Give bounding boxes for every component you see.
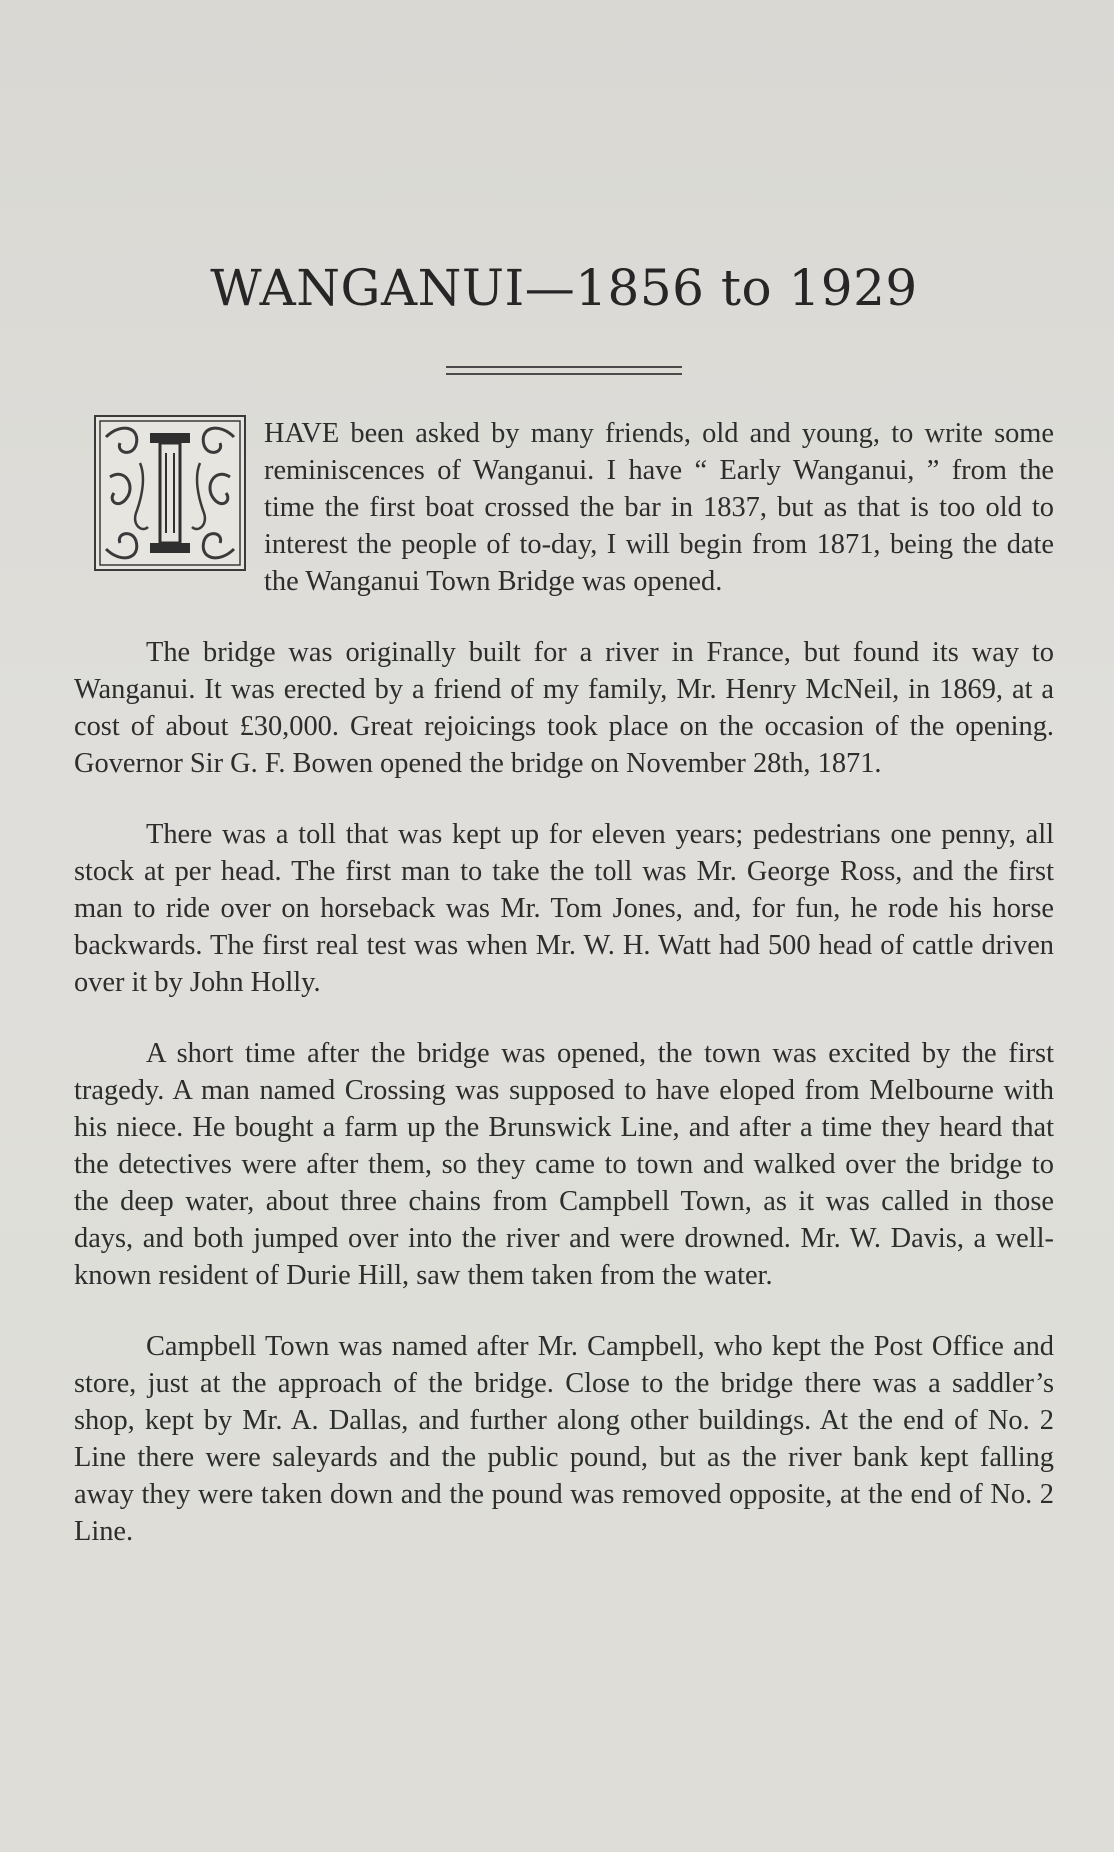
page-content bbox=[74, 258, 1054, 1584]
title-double-rule bbox=[446, 366, 682, 375]
body-text bbox=[74, 415, 1054, 1550]
paragraph-4: A short time after the bridge was opened, the town was excited by the first tragedy. A man named Crossing was supposed to have eloped from Melbourne with his niece. He bought a farm up the Brunswick Line, and after a time they heard that the detectives were after them, so they came to town and walked over the bridge to the deep water, about three chains from Campbell Town, as it was called in those days, and both jumped over into the river and were drowned. Mr. W. Davis, a well-known resident of Durie Hill, saw them taken from the water. bbox=[74, 1038, 1054, 1291]
paragraph-1-text: HAVE been asked by many friends, old and young, to write some reminiscences of Wanganui. I have “ Early Wanganui, ” from the time the first boat crossed the bar in 1837, but as that is too old to interest the people of to-day, I will begin from 1871, being the date the Wanganui Town Bridge was opened. bbox=[264, 418, 1054, 597]
paragraph-1 bbox=[74, 415, 1054, 600]
paragraph-5: Campbell Town was named after Mr. Campbell, who kept the Post Office and store, just at the approach of the bridge. Close to the bridge there was a saddler’s shop, kept by Mr. A. Dallas, and further along other buildings. At the end of No. 2 Line there were saleyards and the public pound, but as the river bank kept falling away they were taken down and the pound was removed opposite, at the end of No. 2 Line. bbox=[74, 1331, 1054, 1547]
paragraph-2: The bridge was originally built for a river in France, but found its way to Wanganui. It was erected by a friend of my family, Mr. Henry McNeil, in 1869, at a cost of about £30,000. Great rejoicings took place on the occasion of the opening. Governor Sir G. F. Bowen opened the bridge on November 28th, 1871. bbox=[74, 637, 1054, 779]
drop-cap-ornament bbox=[96, 417, 244, 569]
ornamental-drop-cap-i-icon bbox=[94, 415, 246, 571]
page-title: WANGANUI—1856 to 1929 bbox=[210, 259, 918, 317]
paragraph-3: There was a toll that was kept up for eleven years; pedestrians one penny, all stock at per head. The first man to take the toll was Mr. George Ross, and the first man to ride over on horseback was Mr. Tom Jones, and, for fun, he rode his horse backwards. The first real test was when Mr. W. H. Watt had 500 head of cattle driven over it by John Holly. bbox=[74, 819, 1054, 998]
